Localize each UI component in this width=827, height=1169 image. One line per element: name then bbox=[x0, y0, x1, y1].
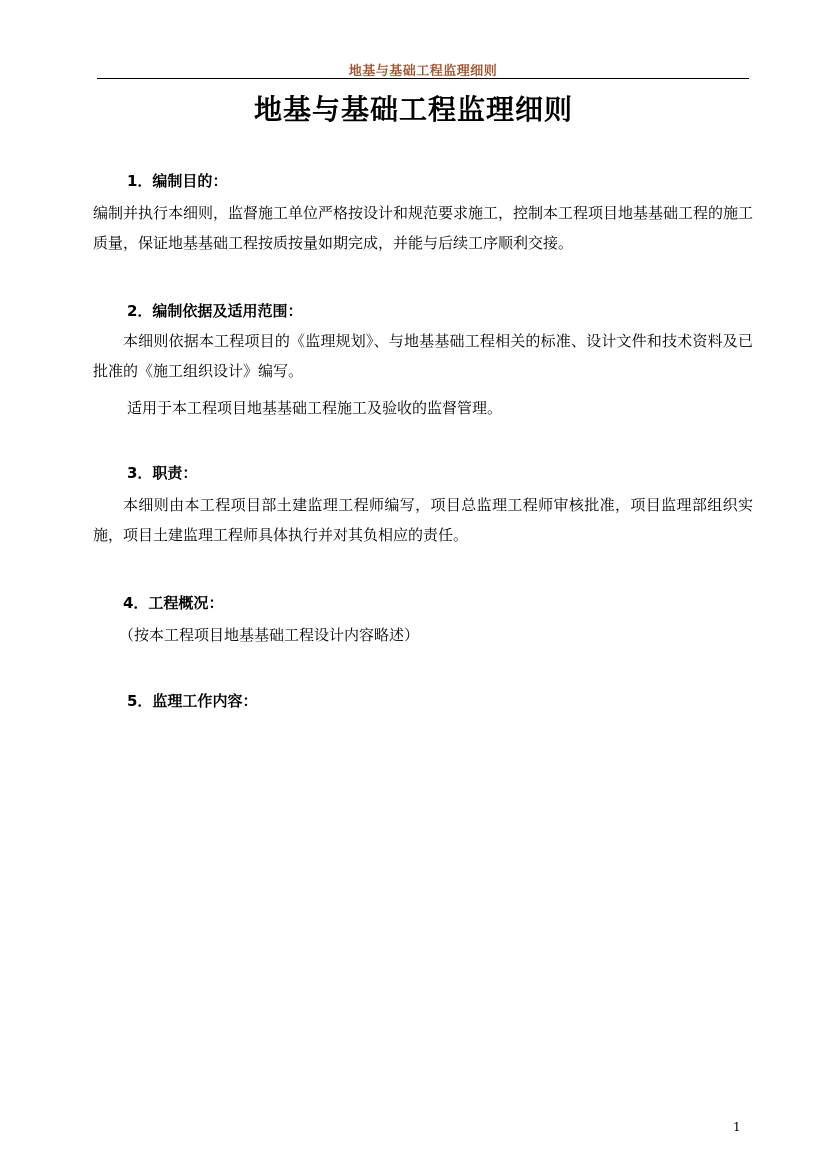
section-3-heading: 3．职责： bbox=[127, 464, 198, 482]
section-2-paragraph-2: 适用于本工程项目地基基础工程施工及验收的监督管理。 bbox=[127, 399, 503, 417]
section-2-paragraph-1: 本细则依据本工程项目的《监理规划》、与地基基础工程相关的标准、设计文件和技术资料及已批准的《施工组织设计》编写。 bbox=[93, 332, 753, 380]
section-1-heading: 1．编制目的： bbox=[127, 172, 228, 190]
page-number: 1 bbox=[733, 1120, 741, 1134]
running-header-title: 地基与基础工程监理细则 bbox=[348, 64, 498, 79]
section-2-heading: 2．编制依据及适用范围： bbox=[127, 302, 303, 320]
header-divider bbox=[97, 78, 749, 79]
section-1-paragraph: 编制并执行本细则，监督施工单位严格按设计和规范要求施工，控制本工程项目地基基础工程的施工质量，保证地基基础工程按质按量如期完成，并能与后续工序顺利交接。 bbox=[93, 204, 754, 252]
section-4-heading: 4．工程概况： bbox=[123, 594, 224, 612]
section-3-paragraph: 本细则由本工程项目部土建监理工程师编写，项目总监理工程师审核批准，项目监理部组织实施，项目土建监理工程师具体执行并对其负相应的责任。 bbox=[93, 496, 753, 544]
document-title: 地基与基础工程监理细则 bbox=[253, 93, 573, 126]
section-4-paragraph: （按本工程项目地基基础工程设计内容略述） bbox=[119, 626, 420, 644]
section-5-heading: 5．监理工作内容： bbox=[127, 692, 258, 710]
